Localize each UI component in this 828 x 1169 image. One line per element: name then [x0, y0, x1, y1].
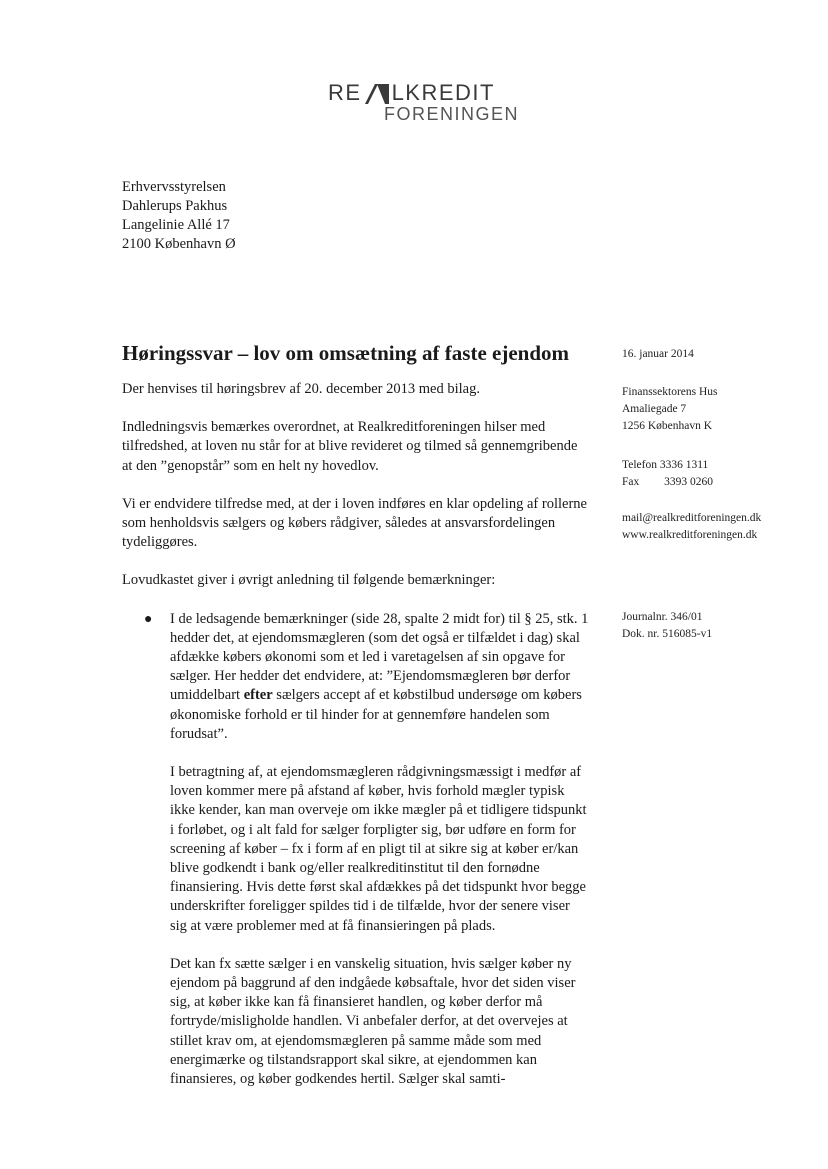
logo-wordmark [328, 80, 495, 106]
sender-address-line: 1256 København K [622, 420, 713, 432]
telefon-label: Telefon [622, 459, 657, 471]
fax-row [622, 474, 713, 491]
fax-value: 3393 0260 [664, 476, 713, 488]
logo-subtext: FORENINGEN [384, 104, 520, 124]
recipient-line: 2100 København Ø [122, 236, 236, 252]
logo-a-mark-icon [363, 82, 391, 104]
sender-address [622, 384, 718, 435]
telefon-value: 3336 1311 [659, 459, 709, 471]
email-address: mail@realkreditforeningen.dk [622, 512, 762, 524]
recipient-address [122, 178, 236, 254]
recipient-line: Langelinie Allé 17 [122, 217, 230, 233]
realkreditforeningen-logo [318, 80, 518, 130]
bullet-paragraph: Det kan fx sætte sælger i en vanskelig situation, hvis sælger køber ny ejendom på baggrund af den indgåede købsaftale, hvor det siden viser sig, at køber ikke kan få finansieret handlen, og køber derfor må fortryde/misligholde handlen. Vi anbefaler derfor, at det overvejes at stillet krav om, at ejendomsmægleren på samme måde som med energimærke og tilstandsrapport skal sikre, at ejendommen kan finansieres, og køber godkendes hertil. Sælger skal samti- [170, 955, 576, 1088]
logo-text-left: RE [328, 80, 362, 105]
body-paragraph: Indledningsvis bemærkes overordnet, at Realkreditforeningen hilser med tilfredshed, at loven nu står for at blive revideret og tilmed så gennemgribende at den ”genopstår” som en helt ny hovedlov. [122, 419, 578, 474]
logo-text-right: LKREDIT [391, 80, 495, 105]
bullet-item [122, 610, 590, 1090]
body-paragraph: Lovudkastet giver i øvrigt anledning til følgende bemærkninger: [122, 572, 496, 589]
sender-contact [622, 510, 761, 544]
website: www.realkreditforeningen.dk [622, 529, 758, 541]
bullet-text: sælgers accept af et købstilbud undersøge om købers økonomiske forhold er til hinder for at gennemføre handelen som forudsat”. [170, 687, 582, 742]
reference-numbers [622, 609, 712, 643]
body-paragraph: Vi er endvidere tilfredse med, at der i loven indføres en klar opdeling af rollerne som henholdsvis sælgers og købers rådgiver, således at ansvarsfordelingen tydeliggøres. [122, 495, 587, 551]
sender-phone-fax [622, 457, 713, 491]
letter-title: Høringssvar – lov om omsætning af faste ejendom [122, 341, 570, 365]
document-number: Dok. nr. 516085-v1 [622, 628, 713, 640]
bullet-bold-text: efter [243, 687, 273, 704]
bullet-paragraph: I betragtning af, at ejendomsmægleren rådgivningsmæssigt i medfør af loven kommer mere på afstand af køber, hvis forhold mægler typisk ikke kender, kan man overveje om ikke mægler på et tidligere tidspunkt i forløbet, og i alt fald for sælger forpligter sig, bør udføre en form for screening af køber – fx i form af en pligt til at sikre sig at køber er/kan blive godkendt i bank og/eller realkreditinstitut til den fornødne finansiering. Hvis dette først skal afdækkes på det tidspunkt hvor begge underskrifter foreligger spildes tid i de tilfælde, hvor der senere viser sig at være problemer med at få finansieringen på plads. [170, 764, 587, 934]
journal-number: Journalnr. 346/01 [622, 611, 703, 623]
body-paragraph: Der henvises til høringsbrev af 20. december 2013 med bilag. [122, 381, 480, 397]
recipient-line: Erhvervsstyrelsen [122, 179, 226, 195]
bullet-dot-icon: ● [144, 611, 153, 627]
bullet-paragraph [170, 610, 590, 744]
fax-label: Fax [622, 476, 640, 488]
telefon-row [622, 457, 713, 474]
bullet-text: I de ledsagende bemærkninger (side 28, spalte 2 midt for) til § 25, stk. 1 hedder det, at ejendomsmægleren (som det også er tilfældet i dag) skal afdække købers økonomi som et led i varetagelsen af sin opgave for sælger. Her hedder det endvidere, at: ”Ejendomsmægleren bør derfor umiddelbart [170, 610, 589, 704]
letter-body [122, 380, 590, 1108]
letter-date: 16. januar 2014 [622, 348, 694, 360]
sender-address-line: Amaliegade 7 [622, 403, 687, 415]
sender-address-line: Finanssektorens Hus [622, 386, 718, 398]
recipient-line: Dahlerups Pakhus [122, 198, 228, 214]
